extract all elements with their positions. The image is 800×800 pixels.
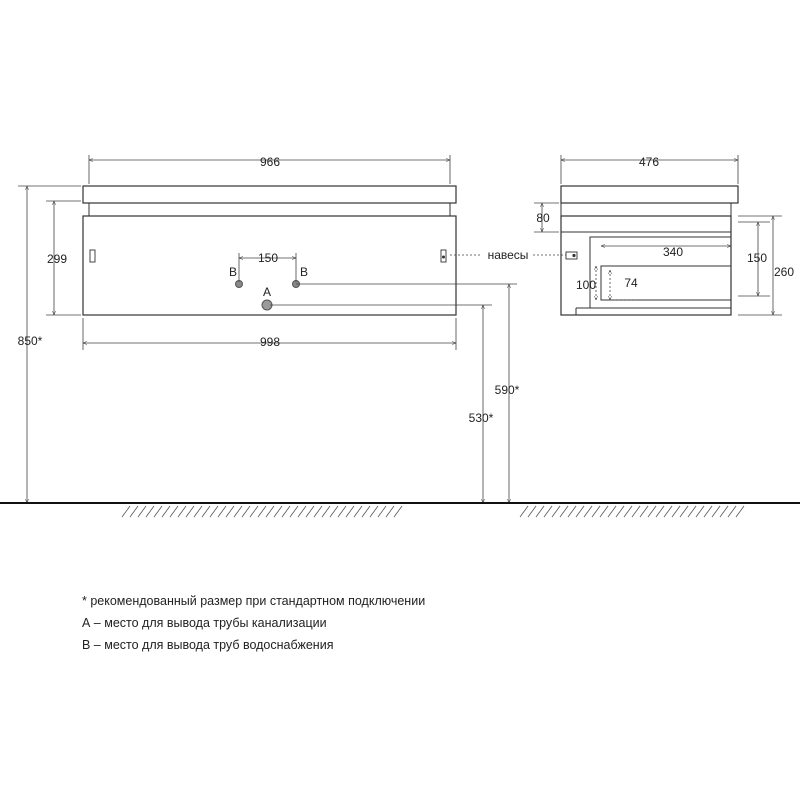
side-dimensions bbox=[534, 155, 782, 315]
floor-hatch-line bbox=[544, 506, 552, 517]
floor-hatch-line bbox=[138, 506, 146, 517]
notes bbox=[82, 590, 425, 656]
floor-hatch-line bbox=[648, 506, 656, 517]
floor-hatch-line bbox=[672, 506, 680, 517]
floor-hatch-line bbox=[282, 506, 290, 517]
floor-hatch-line bbox=[560, 506, 568, 517]
floor-hatch-line bbox=[250, 506, 258, 517]
floor-hatch-line bbox=[194, 506, 202, 517]
dim-340: 340 bbox=[662, 245, 684, 259]
floor-hatch-line bbox=[696, 506, 704, 517]
floor-hatch-line bbox=[146, 506, 154, 517]
floor-hatch-line bbox=[720, 506, 728, 517]
front-dimensions bbox=[18, 155, 566, 503]
floor-hatch-line bbox=[608, 506, 616, 517]
dim-998: 998 bbox=[259, 335, 281, 349]
side-drawer bbox=[590, 237, 731, 308]
floor-hatch-line bbox=[728, 506, 736, 517]
floor-hatch-line bbox=[330, 506, 338, 517]
dim-299: 299 bbox=[46, 252, 68, 266]
floor-hatch-line bbox=[536, 506, 544, 517]
floor-hatch-line bbox=[266, 506, 274, 517]
label-a: A bbox=[262, 285, 272, 299]
floor-hatch-line bbox=[122, 506, 130, 517]
note-b: В – место для вывода труб водоснабжения bbox=[82, 638, 334, 652]
note-asterisk: * рекомендованный размер при стандартном подключении bbox=[82, 594, 426, 608]
floor bbox=[0, 503, 800, 517]
floor-hatch-line bbox=[338, 506, 346, 517]
dim-100: 100 bbox=[575, 278, 597, 292]
floor-hatch-line bbox=[688, 506, 696, 517]
floor-hatch-line bbox=[680, 506, 688, 517]
floor-hatch-line bbox=[258, 506, 266, 517]
floor-hatch-line bbox=[584, 506, 592, 517]
dim-530: 530* bbox=[468, 411, 494, 425]
dim-850: 850* bbox=[17, 334, 43, 348]
dim-80: 80 bbox=[536, 211, 550, 225]
floor-hatch-line bbox=[592, 506, 600, 517]
floor-hatch-line bbox=[274, 506, 282, 517]
floor-hatch-line bbox=[226, 506, 234, 517]
front-countertop bbox=[83, 186, 456, 203]
floor-hatch-line bbox=[600, 506, 608, 517]
dim-150-side: 150 bbox=[746, 251, 768, 265]
floor-hatch-line bbox=[576, 506, 584, 517]
hangers-label: навесы bbox=[487, 248, 529, 262]
floor-hatch-line bbox=[632, 506, 640, 517]
dim-74: 74 bbox=[624, 276, 638, 290]
floor-hatch-line bbox=[290, 506, 298, 517]
floor-hatch-line bbox=[186, 506, 194, 517]
side-view bbox=[561, 186, 738, 315]
floor-hatch-line bbox=[298, 506, 306, 517]
floor-hatch-line bbox=[736, 506, 744, 517]
floor-hatch-line bbox=[568, 506, 576, 517]
front-recess bbox=[89, 203, 450, 216]
floor-hatch-line bbox=[640, 506, 648, 517]
floor-hatch-line bbox=[394, 506, 402, 517]
floor-hatch-line bbox=[306, 506, 314, 517]
label-b-right: B bbox=[299, 265, 309, 279]
floor-hatch-line bbox=[242, 506, 250, 517]
floor-hatch-line bbox=[178, 506, 186, 517]
label-b-left: B bbox=[228, 265, 238, 279]
floor-hatch-line bbox=[664, 506, 672, 517]
floor-hatch-line bbox=[624, 506, 632, 517]
floor-hatch-line bbox=[386, 506, 394, 517]
dim-260: 260 bbox=[773, 265, 795, 279]
floor-hatch-line bbox=[322, 506, 330, 517]
floor-hatch-line bbox=[234, 506, 242, 517]
floor-hatch-line bbox=[346, 506, 354, 517]
floor-hatch-line bbox=[656, 506, 664, 517]
floor-hatch-line bbox=[354, 506, 362, 517]
side-countertop bbox=[561, 186, 738, 203]
side-drawer-inner bbox=[601, 266, 731, 300]
floor-hatch-line bbox=[314, 506, 322, 517]
dim-590: 590* bbox=[494, 383, 520, 397]
floor-hatch-line bbox=[616, 506, 624, 517]
floor-hatch-line bbox=[704, 506, 712, 517]
floor-hatch-line bbox=[712, 506, 720, 517]
floor-hatch-line bbox=[210, 506, 218, 517]
floor-hatch-line bbox=[520, 506, 528, 517]
floor-hatch-line bbox=[370, 506, 378, 517]
floor-hatch-line bbox=[162, 506, 170, 517]
dim-966: 966 bbox=[259, 155, 281, 169]
side-panel-upper bbox=[561, 203, 731, 216]
floor-hatch-line bbox=[170, 506, 178, 517]
floor-hatch-line bbox=[528, 506, 536, 517]
dim-476: 476 bbox=[638, 155, 660, 169]
floor-hatch-line bbox=[154, 506, 162, 517]
floor-hatch-line bbox=[362, 506, 370, 517]
floor-hatch-line bbox=[378, 506, 386, 517]
dim-150-front: 150 bbox=[257, 251, 279, 265]
left-hanger-icon bbox=[90, 250, 95, 262]
floor-hatch-line bbox=[552, 506, 560, 517]
floor-hatch-line bbox=[130, 506, 138, 517]
floor-hatch-line bbox=[202, 506, 210, 517]
note-a: А – место для вывода трубы канализации bbox=[82, 616, 327, 630]
floor-hatch-line bbox=[218, 506, 226, 517]
